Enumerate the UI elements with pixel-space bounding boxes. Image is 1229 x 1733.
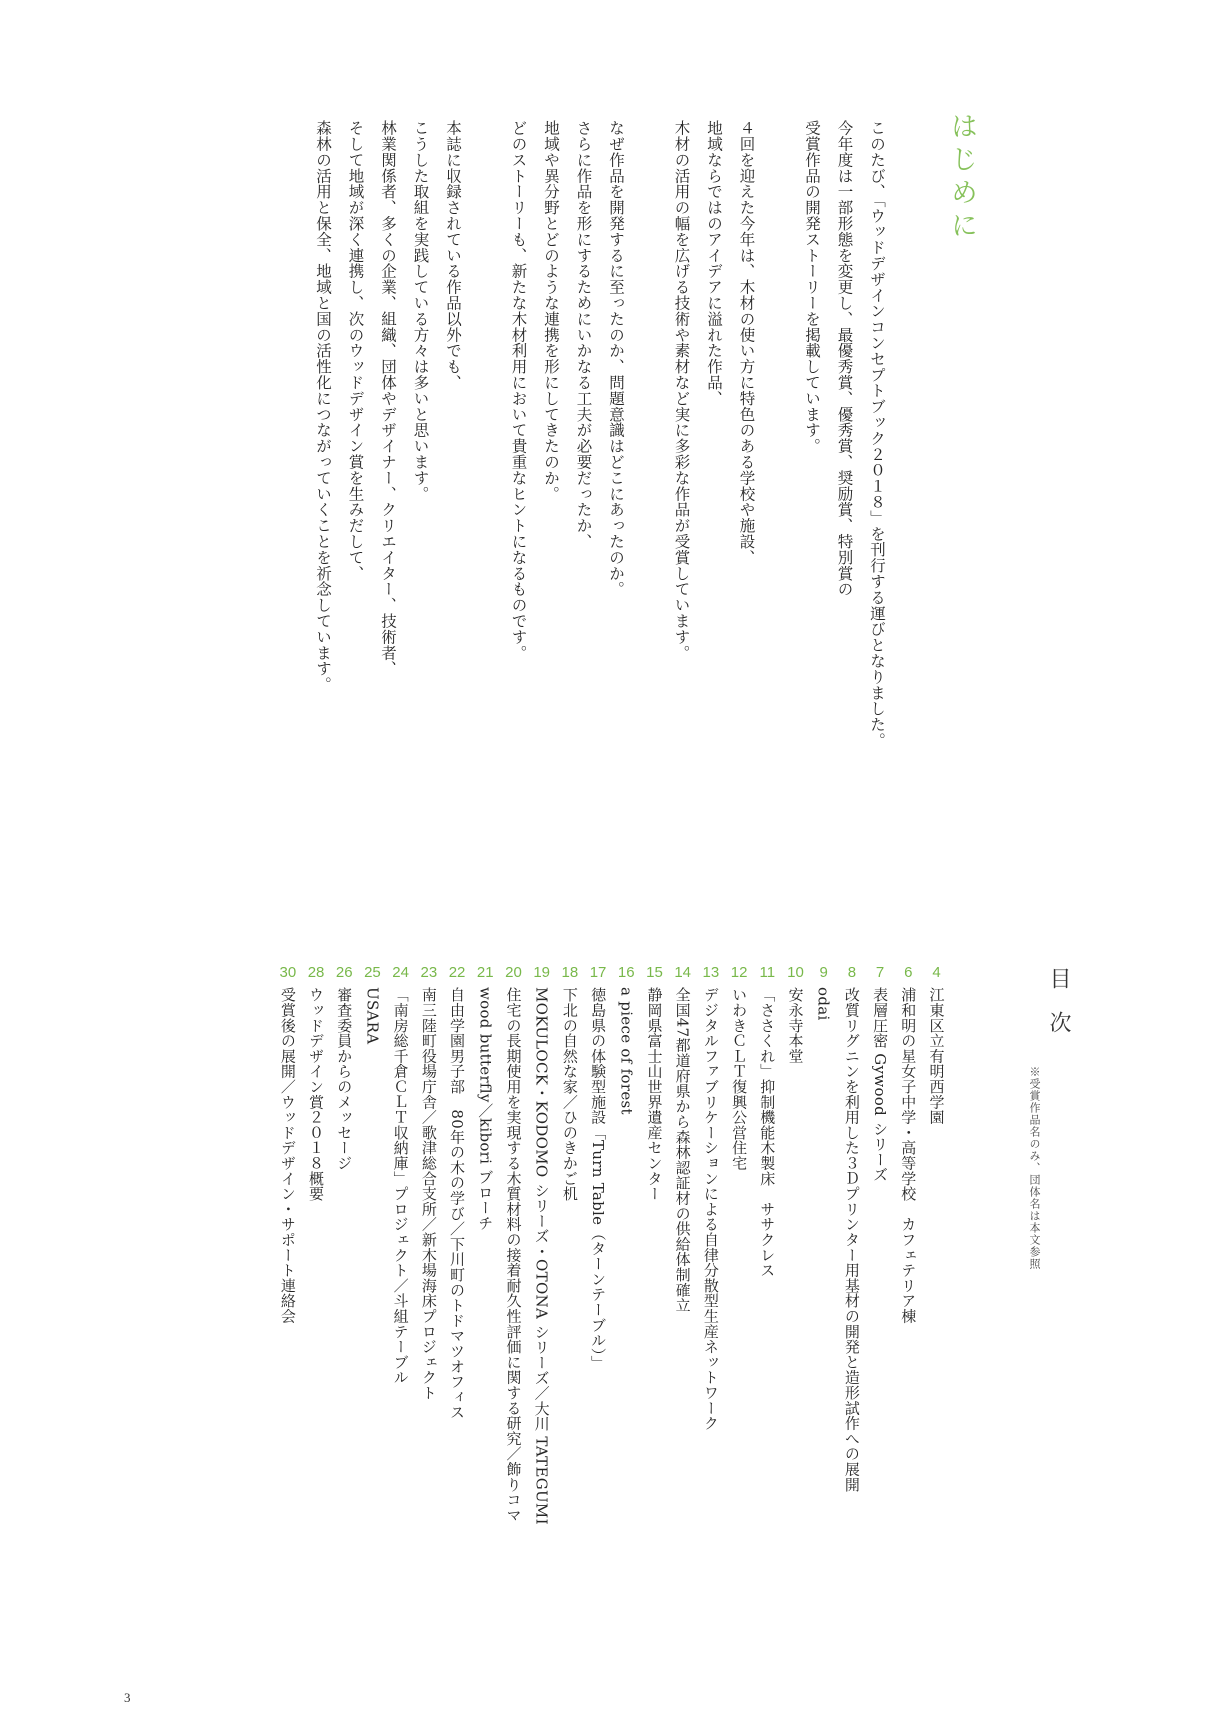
toc-entry[interactable] [527,961,555,1661]
toc-page-number: 8 [847,964,857,981]
toc-page-number: 9 [819,964,828,981]
intro-line: 地域ならではのアイデアに溢れた作品、 [705,120,723,407]
intro-paragraph [665,120,763,840]
page-number: 3 [124,1690,131,1705]
toc-entry[interactable] [781,961,809,1661]
intro-line: 受賞作品の開発ストーリーを掲載しています。 [803,120,821,454]
toc-entry[interactable] [555,961,583,1661]
toc-entry[interactable] [753,961,781,1661]
toc-entry-title: 受賞後の展開／ウッドデザイン・サポート連絡会 [278,987,297,1324]
toc-entry[interactable] [612,961,640,1661]
toc-entry[interactable] [386,961,414,1661]
toc-entry-title: 「南房総千倉ＣＬＴ収納庫」プロジェクト／斗組テーブル [391,987,410,1385]
toc-entry-title: wood butterfly／kibori ブローチ [476,987,495,1231]
toc-entry[interactable] [668,961,696,1661]
toc-entry-title: いわきＣＬＴ復興公営住宅 [730,987,749,1171]
toc-page-number: 26 [335,964,353,981]
toc-page-number: 30 [279,964,297,981]
intro-line: どのストーリーも、新たな木材利用において貴重なヒントになるものです。 [509,120,528,661]
intro-line: そして地域が深く連携し、次のウッドデザイン賞を生みだして、 [346,120,365,582]
intro-paragraph [796,120,894,840]
toc-entry-title: 自由学園男子部 80年の木の学び／下川町のトドマツオフィス [448,987,467,1420]
toc-note: ※受賞作品名のみ、団体名は本文参照 [1028,1066,1041,1270]
intro-line: 今年度は一部形態を変更し、最優秀賞、優秀賞、奨励賞、特別賞の [835,120,854,597]
intro-line: 林業関係者、多くの企業、組織、団体やデザイナー、クリエイター、技術者、 [379,120,397,677]
toc-entry-title: USARA [363,987,382,1045]
toc-page-number: 18 [561,964,579,981]
toc-page-number: 15 [646,964,663,981]
toc-entry-title: MOKULOCK・KODOMO シリーズ・OTONA シリーズ／大川 TATEGUMI [532,987,551,1525]
toc-heading: 目次 [1046,967,1071,1055]
toc-page-number: 7 [875,964,885,981]
toc-entry-title: a piece of forest [617,987,636,1115]
intro-line: このたび、「ウッドデザインコンセプトブック２０１８」を刊行する運びとなりました。 [868,120,886,749]
intro-line: 木材の活用の幅を広げる技術や素材など実に多彩な作品が受賞しています。 [672,120,691,661]
toc-entry-title: 浦和明の星女子中学・高等学校 カフェテリア棟 [899,987,918,1324]
toc-page-number: 14 [674,964,692,981]
toc-page-number: 21 [476,964,494,981]
toc-page-number: 28 [307,964,325,981]
intro-line: さらに作品を形にするためにいかなる工夫が必要だったか、 [574,120,593,550]
toc-entry-title: 審査委員からのメッセージ [335,987,354,1171]
toc-page-number: 25 [364,964,381,981]
toc-entry[interactable] [922,961,950,1661]
toc-entry[interactable] [865,961,893,1661]
intro-line: こうした取組を実践している方々は多いと思います。 [411,120,430,502]
toc-page-number: 22 [448,964,466,981]
toc-entry[interactable] [330,961,358,1661]
intro-body [274,120,894,840]
toc-page-number: 20 [505,964,522,981]
intro-line: ４回を迎えた今年は、木材の使い方に特色のある学校や施設、 [737,120,756,566]
table-of-contents [273,961,950,1661]
toc-page-number: 4 [932,964,941,981]
toc-entry-title: 表層圧密 Gywood シリーズ [871,987,890,1183]
toc-entry[interactable] [301,961,329,1661]
toc-entry-title: 「ささくれ」抑制機能木製床 ササクレス [758,987,777,1278]
toc-page-number: 10 [787,964,804,981]
toc-entry-title: 静岡県富士山世界遺産センター [645,987,664,1202]
toc-entry-title: 南三陸町役場庁舎／歌津総合支所／新木場海床プロジェクト [419,987,438,1401]
toc-page-number: 23 [420,964,438,981]
toc-entry-title: ウッドデザイン賞２０１８概要 [307,987,326,1202]
intro-line: なぜ作品を開発するに至ったのか、問題意識はどこにあったのか。 [607,120,625,597]
toc-page-number: 17 [589,964,607,981]
toc-page-number: 13 [702,964,720,981]
toc-entry-title: 全国47都道府県から森林認証材の供給体制確立 [673,987,692,1313]
intro-paragraph [307,120,470,840]
intro-line: 地域や異分野とどのような連携を形にしてきたのか。 [542,120,560,502]
intro-line: 本誌に収録されている作品以外でも、 [444,120,462,391]
toc-page-number: 11 [759,964,776,981]
toc-page-number: 16 [617,964,635,981]
toc-entry[interactable] [499,961,527,1661]
intro-line: 森林の活用と保全、地域と国の活性化につながっていくことを祈念しています。 [314,120,332,693]
toc-entry[interactable] [809,961,837,1661]
toc-entry[interactable] [273,961,301,1661]
toc-entry[interactable] [414,961,442,1661]
toc-page-number: 6 [904,964,913,981]
toc-entry-title: odai [814,987,833,1021]
toc-entry[interactable] [724,961,752,1661]
toc-page-number: 12 [730,964,748,981]
toc-entry-title: 下北の自然な家／ひのきかご机 [560,987,579,1202]
toc-entry[interactable] [640,961,668,1661]
toc-entry[interactable] [894,961,922,1661]
toc-entry-title: 住宅の長期使用を実現する木質材料の接着耐久性評価に関する研究／飾りコマ [504,987,523,1523]
toc-entry[interactable] [837,961,865,1661]
toc-page-number: 19 [533,964,550,981]
toc-entry-title: デジタルファブリケーションによる自律分散型生産ネットワーク [701,987,720,1431]
intro-paragraph [502,120,632,840]
toc-entry[interactable] [471,961,499,1661]
toc-entry[interactable] [442,961,470,1661]
toc-entry-title: 徳島県の体験型施設「Turn Table（ターンテーブル）」 [589,987,608,1371]
toc-entry-title: 改質リグニンを利用した３Ｄプリンター用基材の開発と造形試作への展開 [842,987,861,1492]
toc-page-number: 24 [392,964,409,981]
toc-entry[interactable] [583,961,611,1661]
toc-entry[interactable] [358,961,386,1661]
intro-heading: はじめに [946,112,977,244]
toc-entry-title: 安永寺本堂 [786,987,805,1064]
toc-entry[interactable] [696,961,724,1661]
toc-entry-title: 江東区立有明西学園 [927,987,946,1125]
